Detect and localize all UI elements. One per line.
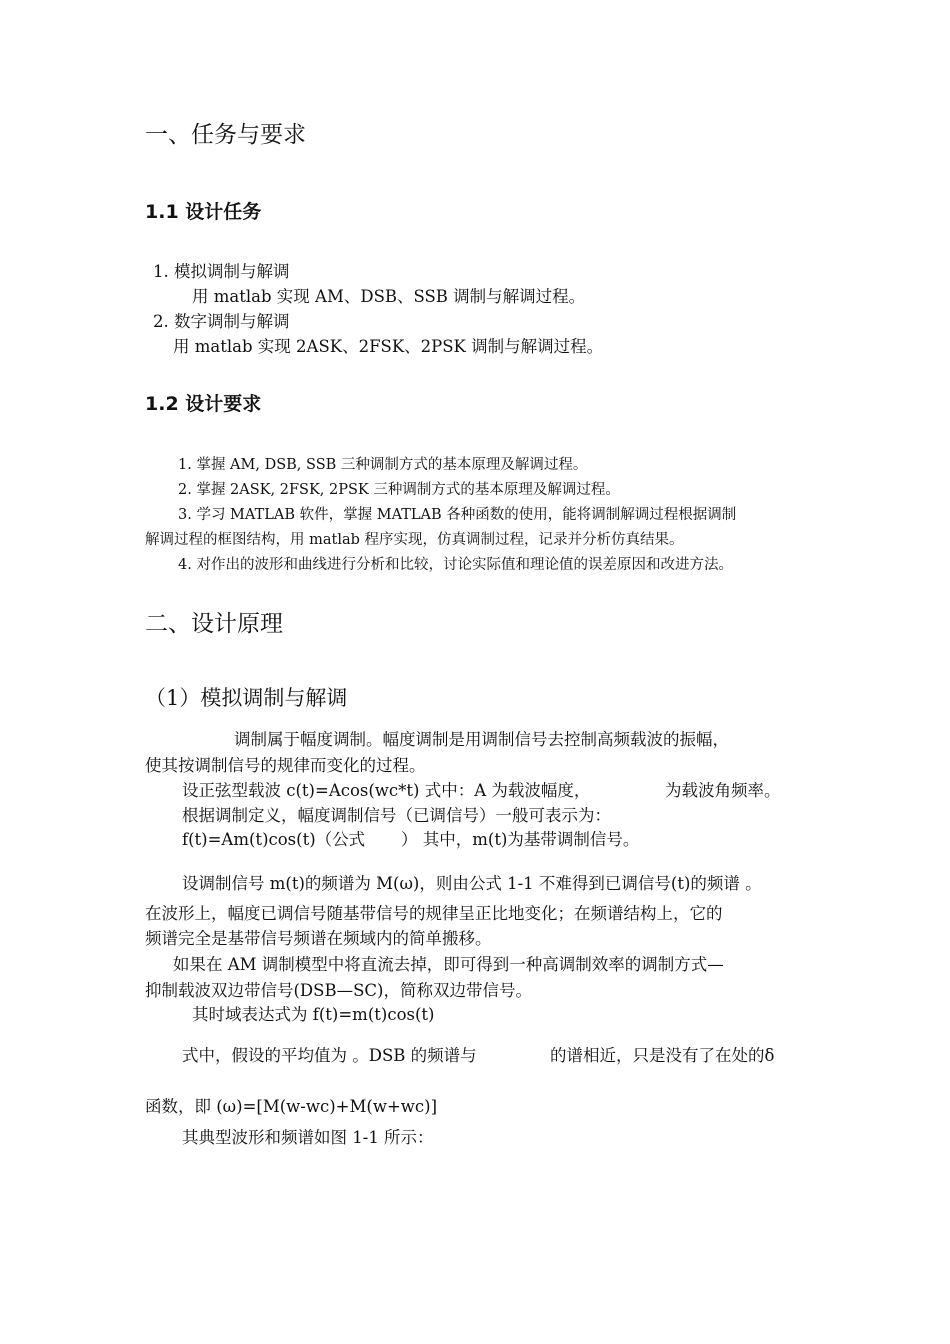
paragraph-3: 根据调制定义，幅度调制信号（已调信号）一般可表示为： [182, 806, 611, 825]
requirement-2: 2. 掌握 2ASK, 2FSK, 2PSK 三种调制方式的基本原理及解调过程。 [178, 482, 620, 498]
paragraph-10: 函数，即 (ω)=[M(w-wc)+M(w+wc)] [145, 1097, 438, 1116]
task-item-1: 1. 模拟调制与解调 [153, 262, 290, 281]
paragraph-6-line-1: 在波形上，幅度已调信号随基带信号的规律呈正比地变化；在频谱结构上，它的 [145, 904, 723, 923]
formula-line-part-1: f(t)=Am(t)cos(t)（公式 [182, 830, 366, 849]
formula-line-part-2: ） 其中，m(t)为基带调制信号。 [401, 830, 640, 849]
paragraph-1-line-2: 使其按调制信号的规律而变化的过程。 [145, 756, 426, 775]
subsection-title-1-1: 1.1 设计任务 [145, 201, 262, 223]
paragraph-6-line-2: 频谱完全是基带信号频谱在频域内的简单搬移。 [145, 929, 492, 948]
requirement-4: 4. 对作出的波形和曲线进行分析和比较，讨论实际值和理论值的误差原因和改进方法。 [178, 557, 733, 573]
task-item-1-desc: 用 matlab 实现 AM、DSB、SSB 调制与解调过程。 [192, 287, 586, 306]
task-item-2: 2. 数字调制与解调 [153, 312, 290, 331]
paragraph-5: 设调制信号 m(t)的频谱为 M(ω)，则由公式 1-1 不难得到已调信号(t)的频谱 。 [182, 874, 762, 893]
paragraph-9-part-2: 的谱相近，只是没有了在处的δ [550, 1046, 775, 1065]
task-item-2-desc: 用 matlab 实现 2ASK、2FSK、2PSK 调制与解调过程。 [173, 337, 604, 356]
paragraph-9-part-1: 式中，假设的平均值为 。DSB 的频谱与 [182, 1046, 477, 1065]
paragraph-7-line-2: 抑制载波双边带信号(DSB—SC)，简称双边带信号。 [145, 981, 532, 1000]
requirement-3-line-1: 3. 学习 MATLAB 软件，掌握 MATLAB 各种函数的使用，能将调制解调过程根据调制 [178, 507, 737, 523]
section-title-2: 二、设计原理 [145, 611, 283, 637]
section-title-1: 一、任务与要求 [145, 122, 306, 148]
paragraph-11: 其典型波形和频谱如图 1-1 所示： [182, 1128, 434, 1147]
requirement-1: 1. 掌握 AM, DSB, SSB 三种调制方式的基本原理及解调过程。 [178, 457, 588, 473]
subsection-title-1-2: 1.2 设计要求 [145, 393, 262, 415]
subsection-title-analog: （1）模拟调制与解调 [145, 686, 348, 710]
requirement-3-line-2: 解调过程的框图结构，用 matlab 程序实现，仿真调制过程，记录并分析仿真结果。 [145, 532, 684, 548]
paragraph-8: 其时域表达式为 f(t)=m(t)cos(t) [192, 1005, 435, 1024]
paragraph-2-part-1: 设正弦型载波 c(t)=Acos(wc*t) 式中：A 为载波幅度， [182, 781, 591, 800]
paragraph-7-line-1: 如果在 AM 调制模型中将直流去掉，即可得到一种高调制效率的调制方式— [173, 955, 724, 974]
paragraph-2-part-2: 为载波角频率。 [665, 781, 781, 800]
paragraph-1-line-1: 调制属于幅度调制。幅度调制是用调制信号去控制高频载波的振幅， [234, 730, 729, 749]
